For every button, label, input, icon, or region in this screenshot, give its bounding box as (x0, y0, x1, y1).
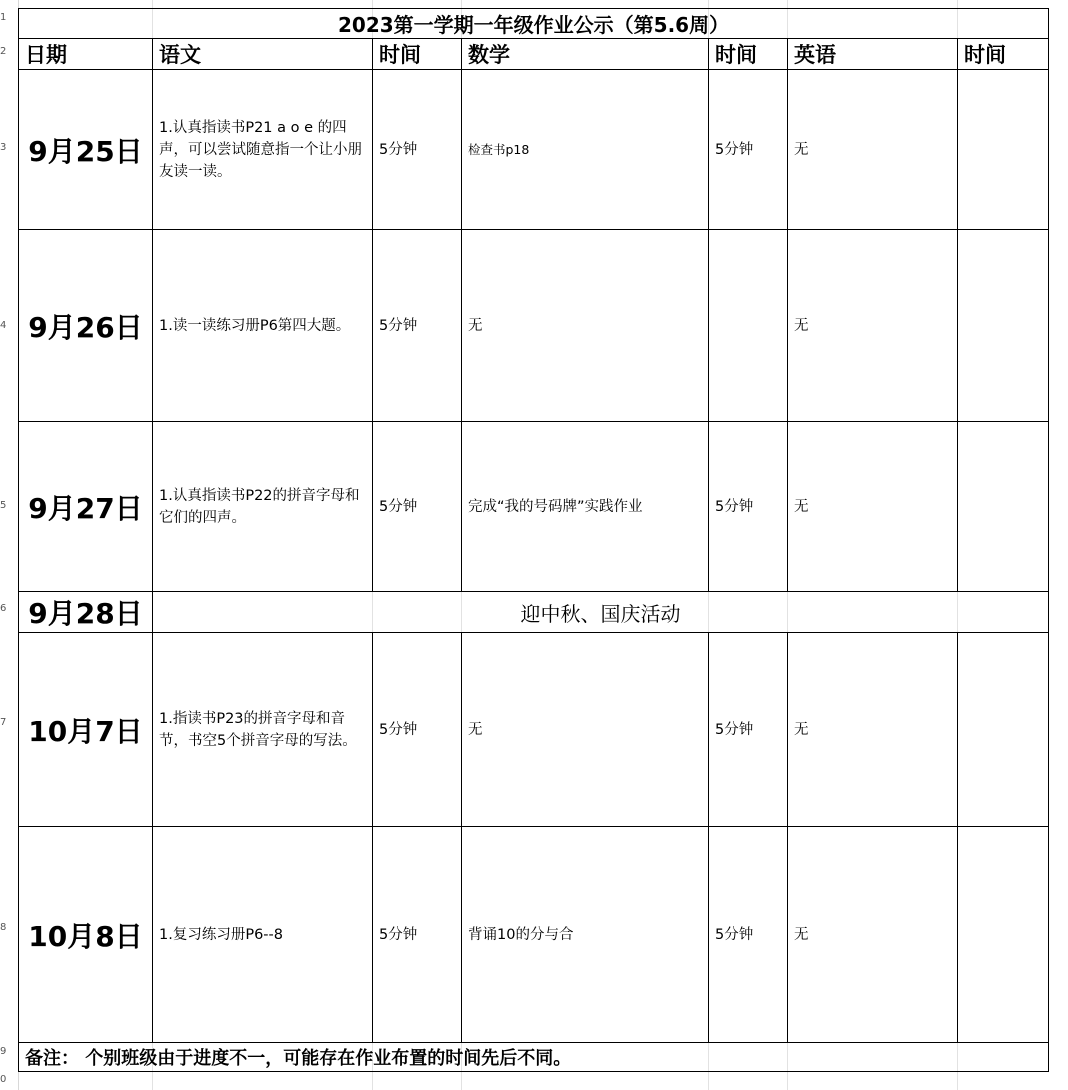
chinese-cell[interactable]: 1.认真指读书P21 a o e 的四声，可以尝试随意指一个让小朋友读一读。 (153, 70, 373, 230)
english-cell[interactable]: 无 (788, 633, 958, 827)
homework-table (18, 8, 1049, 1072)
time-cell[interactable]: 5分钟 (373, 70, 462, 230)
english-cell[interactable]: 无 (788, 422, 958, 592)
date-cell[interactable]: 9月26日 (19, 230, 153, 422)
row-number[interactable]: 6 (0, 603, 7, 614)
time-cell[interactable] (709, 230, 788, 422)
row-number[interactable]: 3 (0, 142, 7, 153)
date-cell[interactable]: 10月7日 (19, 633, 153, 827)
date-cell[interactable]: 9月28日 (19, 592, 153, 633)
header-time[interactable]: 时间 (373, 39, 462, 70)
time-cell[interactable] (958, 70, 1049, 230)
date-cell[interactable]: 9月25日 (19, 70, 153, 230)
time-cell[interactable]: 5分钟 (373, 422, 462, 592)
english-cell[interactable]: 无 (788, 827, 958, 1043)
row-number[interactable]: 5 (0, 500, 7, 511)
row-number[interactable]: 0 (0, 1074, 7, 1085)
time-cell[interactable]: 5分钟 (709, 827, 788, 1043)
table-row (19, 827, 1049, 1043)
time-cell[interactable] (958, 422, 1049, 592)
chinese-cell[interactable]: 1.读一读练习册P6第四大题。 (153, 230, 373, 422)
row-number[interactable]: 7 (0, 717, 7, 728)
time-cell[interactable]: 5分钟 (709, 633, 788, 827)
math-cell[interactable]: 检查书p18 (462, 70, 709, 230)
table-row (19, 70, 1049, 230)
row-number[interactable]: 9 (0, 1046, 7, 1057)
table-row (19, 230, 1049, 422)
chinese-cell[interactable]: 1.复习练习册P6--8 (153, 827, 373, 1043)
table-row (19, 592, 1049, 633)
time-cell[interactable]: 5分钟 (373, 827, 462, 1043)
row-number[interactable]: 4 (0, 320, 7, 331)
header-math[interactable]: 数学 (462, 39, 709, 70)
english-cell[interactable]: 无 (788, 230, 958, 422)
row-number[interactable]: 1 (0, 12, 7, 23)
time-cell[interactable]: 5分钟 (373, 230, 462, 422)
time-cell[interactable]: 5分钟 (373, 633, 462, 827)
time-cell[interactable] (958, 230, 1049, 422)
header-time[interactable]: 时间 (958, 39, 1049, 70)
math-cell[interactable]: 背诵10的分与合 (462, 827, 709, 1043)
math-cell[interactable]: 无 (462, 230, 709, 422)
math-cell[interactable]: 完成“我的号码牌”实践作业 (462, 422, 709, 592)
holiday-event-cell[interactable]: 迎中秋、国庆活动 (153, 592, 1049, 633)
date-cell[interactable]: 10月8日 (19, 827, 153, 1043)
table-row (19, 422, 1049, 592)
row-number[interactable]: 8 (0, 922, 7, 933)
chinese-cell[interactable]: 1.指读书P23的拼音字母和音节，书空5个拼音字母的写法。 (153, 633, 373, 827)
time-cell[interactable] (958, 827, 1049, 1043)
time-cell[interactable]: 5分钟 (709, 70, 788, 230)
table-row (19, 633, 1049, 827)
time-cell[interactable]: 5分钟 (709, 422, 788, 592)
math-cell[interactable]: 无 (462, 633, 709, 827)
header-english[interactable]: 英语 (788, 39, 958, 70)
english-cell[interactable]: 无 (788, 70, 958, 230)
date-cell[interactable]: 9月27日 (19, 422, 153, 592)
remarks-cell[interactable]: 备注： 个别班级由于进度不一，可能存在作业布置的时间先后不同。 (19, 1043, 1049, 1072)
time-cell[interactable] (958, 633, 1049, 827)
header-time[interactable]: 时间 (709, 39, 788, 70)
header-chinese[interactable]: 语文 (153, 39, 373, 70)
chinese-cell[interactable]: 1.认真指读书P22的拼音字母和它们的四声。 (153, 422, 373, 592)
row-number[interactable]: 2 (0, 46, 7, 57)
sheet-title[interactable]: 2023第一学期一年级作业公示（第5.6周） (19, 9, 1049, 39)
header-date[interactable]: 日期 (19, 39, 153, 70)
